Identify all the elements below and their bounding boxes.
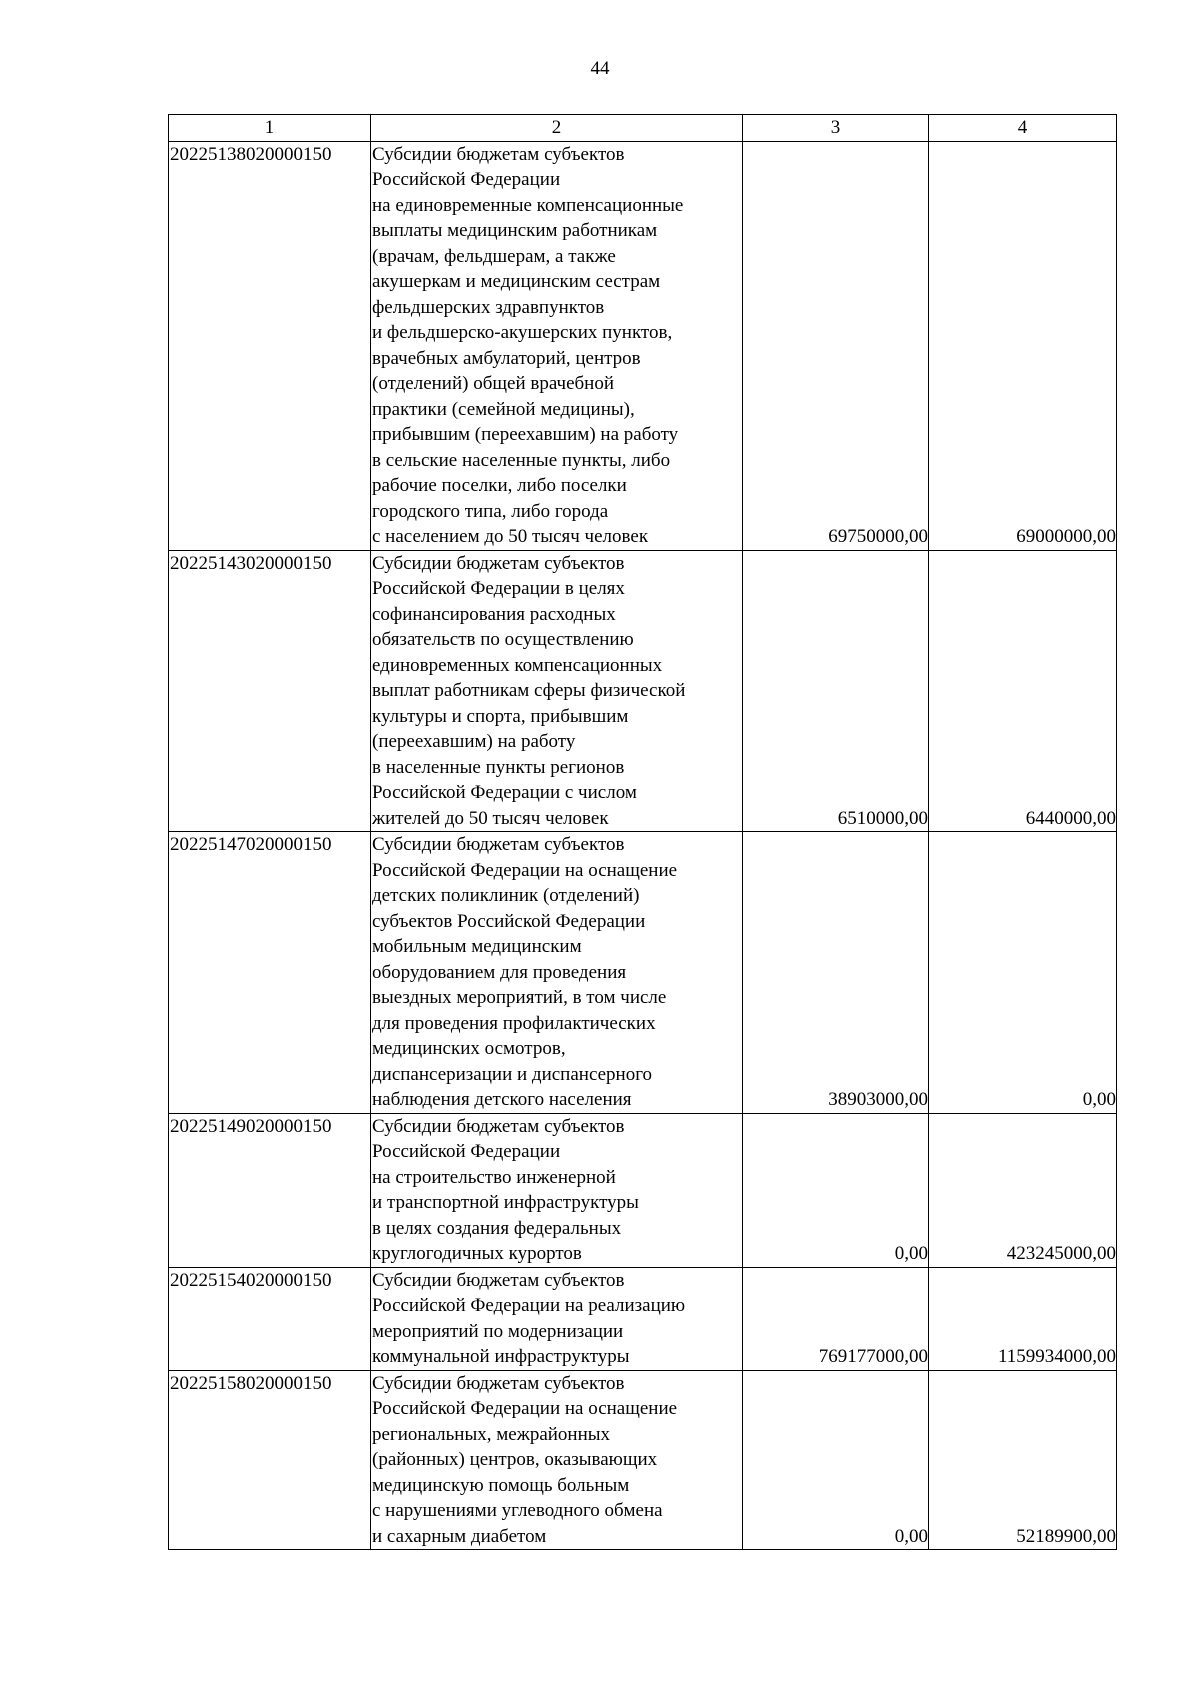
description-line: жителей до 50 тысяч человек: [372, 807, 609, 829]
description-cell: [371, 1370, 743, 1550]
description-line: и сахарным диабетом: [372, 1525, 547, 1547]
description-line: мероприятий по модернизации: [372, 1320, 624, 1342]
description-line: (переехавшим) на работу: [372, 731, 576, 752]
description-line: выплат работникам сферы физической: [372, 680, 686, 701]
description-line: мобильным медицинским: [372, 936, 582, 957]
description-line: для проведения профилактических: [372, 1012, 656, 1034]
description-line: в целях создания федеральных: [372, 1217, 622, 1239]
amount-col3-cell: 38903000,00: [743, 832, 929, 1114]
description-line: региональных, межрайонных: [372, 1423, 611, 1445]
description-line: в населенные пункты регионов: [372, 756, 625, 778]
budget-code-cell: 20225143020000150: [169, 550, 371, 832]
amount-col3-cell: 6510000,00: [743, 550, 929, 832]
description-line: Субсидии бюджетам субъектов: [372, 1115, 625, 1137]
amount-col4-cell: 69000000,00: [929, 141, 1117, 550]
table-row: [169, 1113, 1117, 1267]
table-body: [169, 141, 1117, 1550]
description-line: рабочие поселки, либо поселки: [372, 475, 627, 496]
description-line: Российской Федерации на оснащение: [372, 1398, 678, 1419]
table-row: [169, 832, 1117, 1114]
description-line: Российской Федерации с числом: [372, 782, 637, 803]
description-line: выездных мероприятий, в том числе: [372, 987, 667, 1008]
description-line: Субсидии бюджетам субъектов: [372, 834, 625, 855]
budget-code-cell: 20225149020000150: [169, 1113, 371, 1267]
description-line: коммунальной инфраструктуры: [372, 1346, 630, 1367]
description-line: единовременных компенсационных: [372, 654, 663, 676]
description-line: обязательств по осуществлению: [372, 629, 634, 650]
amount-col3-cell: 69750000,00: [743, 141, 929, 550]
description-line: круглогодичных курортов: [372, 1243, 582, 1264]
description-line: врачебных амбулаторий, центров: [372, 347, 641, 369]
description-cell: [371, 1113, 743, 1267]
description-cell: [371, 550, 743, 832]
table-row: [169, 141, 1117, 550]
description-line: диспансеризации и диспансерного: [372, 1063, 653, 1085]
column-header-3: 3: [743, 115, 929, 142]
description-line: Российской Федерации: [372, 169, 561, 190]
description-line: наблюдения детского населения: [372, 1089, 632, 1110]
description-line: Субсидии бюджетам субъектов: [372, 1269, 625, 1291]
description-line: медицинскую помощь больным: [372, 1474, 630, 1496]
table-row: [169, 550, 1117, 832]
description-line: в сельские населенные пункты, либо: [372, 449, 671, 471]
budget-code-cell: 20225147020000150: [169, 832, 371, 1114]
description-line: и транспортной инфраструктуры: [372, 1192, 639, 1213]
description-line: Субсидии бюджетам субъектов: [372, 143, 625, 165]
description-line: практики (семейной медицины),: [372, 398, 635, 420]
description-line: (отделений) общей врачебной: [372, 373, 615, 394]
description-line: (врачам, фельдшерам, а также: [372, 245, 616, 267]
description-line: городского типа, либо города: [372, 500, 609, 522]
description-line: с нарушениями углеводного обмена: [372, 1500, 663, 1521]
description-line: Российской Федерации на оснащение: [372, 859, 678, 881]
amount-col4-cell: 423245000,00: [929, 1113, 1117, 1267]
amount-col4-cell: 52189900,00: [929, 1370, 1117, 1550]
description-line: Субсидии бюджетам субъектов: [372, 552, 625, 574]
table-row: [169, 1267, 1117, 1370]
amount-col3-cell: 0,00: [743, 1113, 929, 1267]
description-line: медицинских осмотров,: [372, 1038, 566, 1059]
description-line: оборудованием для проведения: [372, 961, 627, 983]
amount-col4-cell: 1159934000,00: [929, 1267, 1117, 1370]
table-row: [169, 1370, 1117, 1550]
description-line: акушеркам и медицинским сестрам: [372, 271, 661, 292]
budget-code-cell: 20225138020000150: [169, 141, 371, 550]
description-line: Субсидии бюджетам субъектов: [372, 1372, 625, 1394]
description-line: Российской Федерации в целях: [372, 578, 625, 599]
description-line: Российской Федерации на реализацию: [372, 1295, 686, 1316]
description-line: субъектов Российской Федерации: [372, 910, 646, 932]
budget-code-cell: 20225158020000150: [169, 1370, 371, 1550]
description-line: на строительство инженерной: [372, 1166, 616, 1188]
amount-col3-cell: 769177000,00: [743, 1267, 929, 1370]
description-line: культуры и спорта, прибывшим: [372, 705, 629, 727]
description-cell: [371, 832, 743, 1114]
column-header-2: 2: [371, 115, 743, 142]
column-header-4: 4: [929, 115, 1117, 142]
description-line: с населением до 50 тысяч человек: [372, 526, 649, 547]
description-line: Российской Федерации: [372, 1141, 561, 1162]
budget-code-cell: 20225154020000150: [169, 1267, 371, 1370]
description-line: софинансирования расходных: [372, 603, 616, 625]
description-line: и фельдшерско-акушерских пунктов,: [372, 322, 673, 343]
amount-col4-cell: 0,00: [929, 832, 1117, 1114]
page-number: 44: [590, 58, 610, 79]
description-cell: [371, 1267, 743, 1370]
budget-table: [168, 114, 1117, 1550]
description-line: фельдшерских здравпунктов: [372, 296, 605, 318]
description-line: прибывшим (переехавшим) на работу: [372, 424, 679, 445]
description-line: на единовременные компенсационные: [372, 194, 684, 216]
description-line: (районных) центров, оказывающих: [372, 1449, 658, 1470]
amount-col3-cell: 0,00: [743, 1370, 929, 1550]
table-header-row: [169, 115, 1117, 142]
description-line: детских поликлиник (отделений): [372, 885, 640, 906]
description-cell: [371, 141, 743, 550]
description-line: выплаты медицинским работникам: [372, 220, 658, 241]
column-header-1: 1: [169, 115, 371, 142]
amount-col4-cell: 6440000,00: [929, 550, 1117, 832]
